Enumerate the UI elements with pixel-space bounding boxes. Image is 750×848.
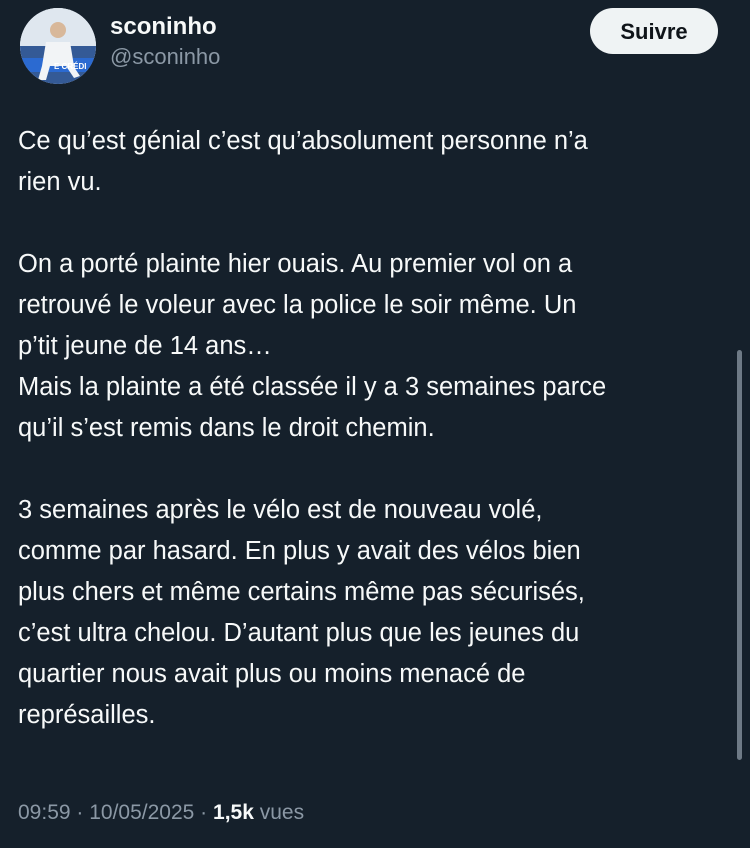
- tweet-text: [18, 121, 718, 736]
- tweet-paragraph: [18, 490, 718, 736]
- tweet-paragraph: [18, 121, 718, 203]
- tweet-line: quartier nous avait plus ou moins menacé de: [18, 660, 526, 688]
- views-label: vues: [253, 801, 305, 824]
- tweet-line: qu’il s’est remis dans le droit chemin.: [18, 414, 435, 442]
- meta-separator: ·: [194, 801, 214, 824]
- avatar[interactable]: [20, 8, 96, 84]
- author-display-name[interactable]: sconinho: [110, 13, 217, 40]
- author-names: [110, 12, 220, 72]
- follow-button[interactable]: Suivre: [590, 8, 718, 54]
- tweet-date[interactable]: 10/05/2025: [89, 801, 195, 824]
- avatar-image: [20, 8, 96, 84]
- tweet-time[interactable]: 09:59: [18, 801, 71, 824]
- meta-separator: ·: [70, 801, 90, 824]
- tweet-line: représailles.: [18, 701, 156, 729]
- tweet-line: rien vu.: [18, 168, 102, 196]
- tweet-line: p’tit jeune de 14 ans…: [18, 332, 272, 360]
- tweet-line: comme par hasard. En plus y avait des vélos bien: [18, 537, 581, 565]
- tweet-header: [20, 8, 718, 82]
- tweet-line: Mais la plainte a été classée il y a 3 semaines parce: [18, 373, 607, 401]
- avatar-banner-text: E CRÉDI: [54, 62, 87, 71]
- tweet-paragraph: [18, 244, 718, 449]
- author-handle[interactable]: @sconinho: [110, 44, 221, 69]
- tweet-meta: [18, 799, 304, 827]
- tweet-line: c’est ultra chelou. D’autant plus que les jeunes du: [18, 619, 580, 647]
- tweet-line: 3 semaines après le vélo est de nouveau volé,: [18, 496, 543, 524]
- tweet-line: Ce qu’est génial c’est qu’absolument personne n’a: [18, 127, 588, 155]
- views-count[interactable]: 1,5k: [213, 801, 254, 824]
- tweet-line: plus chers et même certains même pas sécurisés,: [18, 578, 585, 606]
- scrollbar[interactable]: [737, 350, 742, 760]
- tweet-line: On a porté plainte hier ouais. Au premier vol on a: [18, 250, 573, 278]
- tweet-line: retrouvé le voleur avec la police le soir même. Un: [18, 291, 577, 319]
